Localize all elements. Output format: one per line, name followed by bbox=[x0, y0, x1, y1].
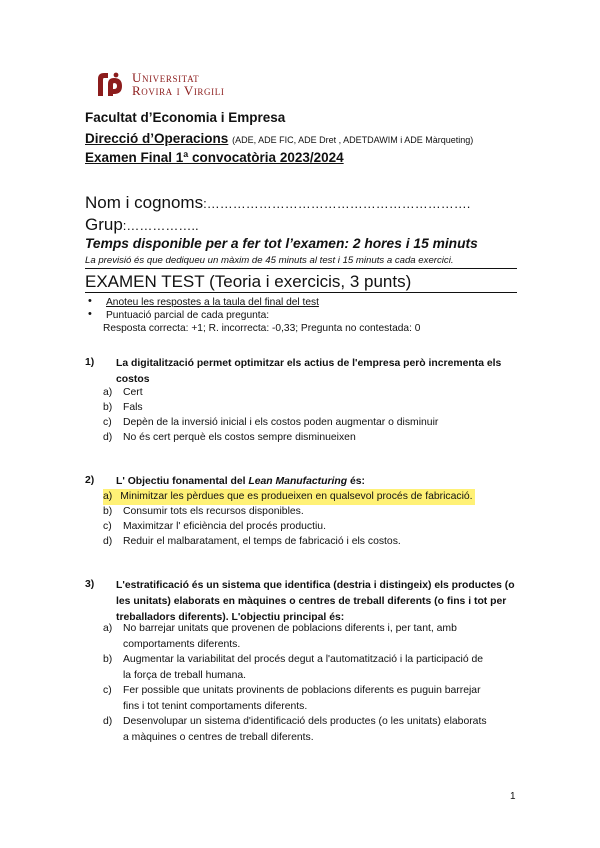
instruction-item bbox=[88, 296, 508, 309]
question-3-option-d[interactable] bbox=[103, 714, 517, 746]
divider-top bbox=[85, 268, 517, 269]
name-dots: :……………………………………………………. bbox=[203, 196, 471, 211]
question-2-text bbox=[116, 474, 516, 490]
question-3-text bbox=[116, 578, 520, 626]
option-text: Reduir el malbaratament, el temps de fabricació i els costos. bbox=[123, 536, 401, 547]
university-name bbox=[132, 71, 224, 97]
option-letter: a) bbox=[103, 387, 113, 398]
university-name-line2: Rovira i Virgili bbox=[132, 83, 225, 98]
question-1-text bbox=[116, 356, 516, 388]
option-letter: c) bbox=[103, 417, 112, 428]
option-text bbox=[123, 714, 487, 745]
option-letter: b) bbox=[103, 506, 113, 517]
university-emblem-icon bbox=[94, 70, 126, 100]
highlighted-answer bbox=[103, 489, 475, 505]
question-2-option-c[interactable] bbox=[103, 519, 513, 535]
question-2-option-b[interactable] bbox=[103, 504, 513, 520]
question-1-option-b[interactable] bbox=[103, 400, 513, 416]
question-text-part: L' Objectiu fonamental del bbox=[116, 476, 249, 487]
name-field[interactable] bbox=[85, 193, 470, 213]
option-letter: d) bbox=[103, 536, 113, 547]
option-text-line: No barrejar unitats que provenen de poblacions diferents i, per tant, amb bbox=[123, 623, 457, 634]
option-text-line: la força de treball humana. bbox=[123, 669, 247, 681]
question-2-option-a[interactable] bbox=[103, 489, 513, 505]
option-text bbox=[123, 683, 481, 714]
group-dots: :…………….. bbox=[122, 218, 199, 233]
scoring-rules: Resposta correcta: +1; R. incorrecta: -0,33; Pregunta no contestada: 0 bbox=[103, 323, 421, 334]
question-3-option-b[interactable] bbox=[103, 652, 517, 684]
option-letter: a) bbox=[103, 623, 113, 634]
option-text-line: comportaments diferents. bbox=[123, 638, 241, 650]
question-number: 1) bbox=[85, 357, 95, 368]
question-text-italic: Lean Manufacturing bbox=[248, 476, 348, 487]
question-text-line: L'estratificació és un sistema que identifica (destria i distingeix) els productes (o bbox=[116, 580, 515, 591]
instruction-scoring: Puntuació parcial de cada pregunta: bbox=[106, 310, 270, 321]
group-field[interactable] bbox=[85, 215, 199, 235]
instruction-answers: Anoteu les respostes a la taula del final del test bbox=[106, 297, 319, 308]
option-text: Depèn de la inversió inicial i els costos poden augmentar o disminuir bbox=[123, 417, 439, 428]
option-text-line: a màquines o centres de treball diferents. bbox=[123, 731, 314, 743]
faculty-title: Facultat d’Economia i Empresa bbox=[85, 110, 286, 125]
option-letter: d) bbox=[103, 716, 113, 727]
option-letter: a) bbox=[103, 491, 113, 502]
question-3-option-a[interactable] bbox=[103, 621, 517, 653]
option-text-line: Desenvolupar un sistema d'identificació dels productes (o les unitats) elaborats bbox=[123, 716, 487, 727]
course-line bbox=[85, 131, 473, 146]
option-letter: b) bbox=[103, 402, 113, 413]
question-1-option-c[interactable] bbox=[103, 415, 513, 431]
divider-bottom bbox=[85, 292, 517, 293]
question-3-option-c[interactable] bbox=[103, 683, 517, 715]
option-text: Cert bbox=[123, 387, 143, 398]
university-name-line1: Universitat bbox=[132, 70, 200, 85]
group-label: Grup bbox=[85, 215, 123, 234]
exam-title: Examen Final 1ª convocatòria 2023/2024 bbox=[85, 150, 344, 165]
instructions bbox=[88, 296, 508, 335]
question-1-option-a[interactable] bbox=[103, 385, 513, 401]
option-text: Maximitzar l' eficiència del procés productiu. bbox=[123, 521, 326, 532]
option-letter: c) bbox=[103, 521, 112, 532]
question-2-option-d[interactable] bbox=[103, 534, 513, 550]
time-note: La previsió és que dediqueu un màxim de 45 minuts al test i 15 minuts a cada exercici. bbox=[85, 255, 454, 266]
name-label: Nom i cognoms bbox=[85, 193, 204, 212]
option-letter: c) bbox=[103, 685, 112, 696]
option-text: Fals bbox=[123, 402, 143, 413]
option-text: Minimitzar les pèrdues que es produeixen en qualsevol procés de fabricació. bbox=[120, 491, 473, 502]
option-text bbox=[123, 652, 483, 683]
question-number: 3) bbox=[85, 579, 95, 590]
option-text-line: Augmentar la variabilitat del procés degut a l'automatització i la participació de bbox=[123, 654, 484, 665]
question-text-line: costos bbox=[116, 374, 150, 385]
course-title: Direcció d’Operacions bbox=[85, 131, 229, 146]
page-number: 1 bbox=[510, 791, 516, 802]
question-text-line: treballadors diferents). L'objectiu principal és: bbox=[116, 612, 345, 623]
option-text: Consumir tots els recursos disponibles. bbox=[123, 506, 304, 517]
instruction-item bbox=[88, 309, 508, 322]
option-text bbox=[123, 621, 457, 652]
section-title: EXAMEN TEST (Teoria i exercicis, 3 punts) bbox=[85, 272, 412, 291]
option-text-line: fins i tot tenint comportaments diferents. bbox=[123, 700, 308, 712]
question-text-part: és: bbox=[347, 476, 365, 487]
option-text-line: Fer possible que unitats provinents de poblacions diferents es puguin barrejar bbox=[123, 685, 481, 696]
question-1-option-d[interactable] bbox=[103, 430, 513, 446]
question-text-line: les unitats) elaborats en màquines o centres de treball diferents (o fins i tot per bbox=[116, 596, 507, 607]
option-letter: b) bbox=[103, 654, 113, 665]
question-text-line: La digitalització permet optimitzar els actius de l'empresa però incrementa els bbox=[116, 358, 502, 369]
option-letter: d) bbox=[103, 432, 113, 443]
time-available: Temps disponible per a fer tot l’examen: 2 hores i 15 minuts bbox=[85, 236, 478, 251]
question-number: 2) bbox=[85, 475, 95, 486]
course-degrees: (ADE, ADE FIC, ADE Dret , ADETDAWIM i ADE Màrqueting) bbox=[232, 135, 474, 145]
option-text: No és cert perquè els costos sempre disminueixen bbox=[123, 432, 356, 443]
university-logo bbox=[94, 70, 244, 100]
